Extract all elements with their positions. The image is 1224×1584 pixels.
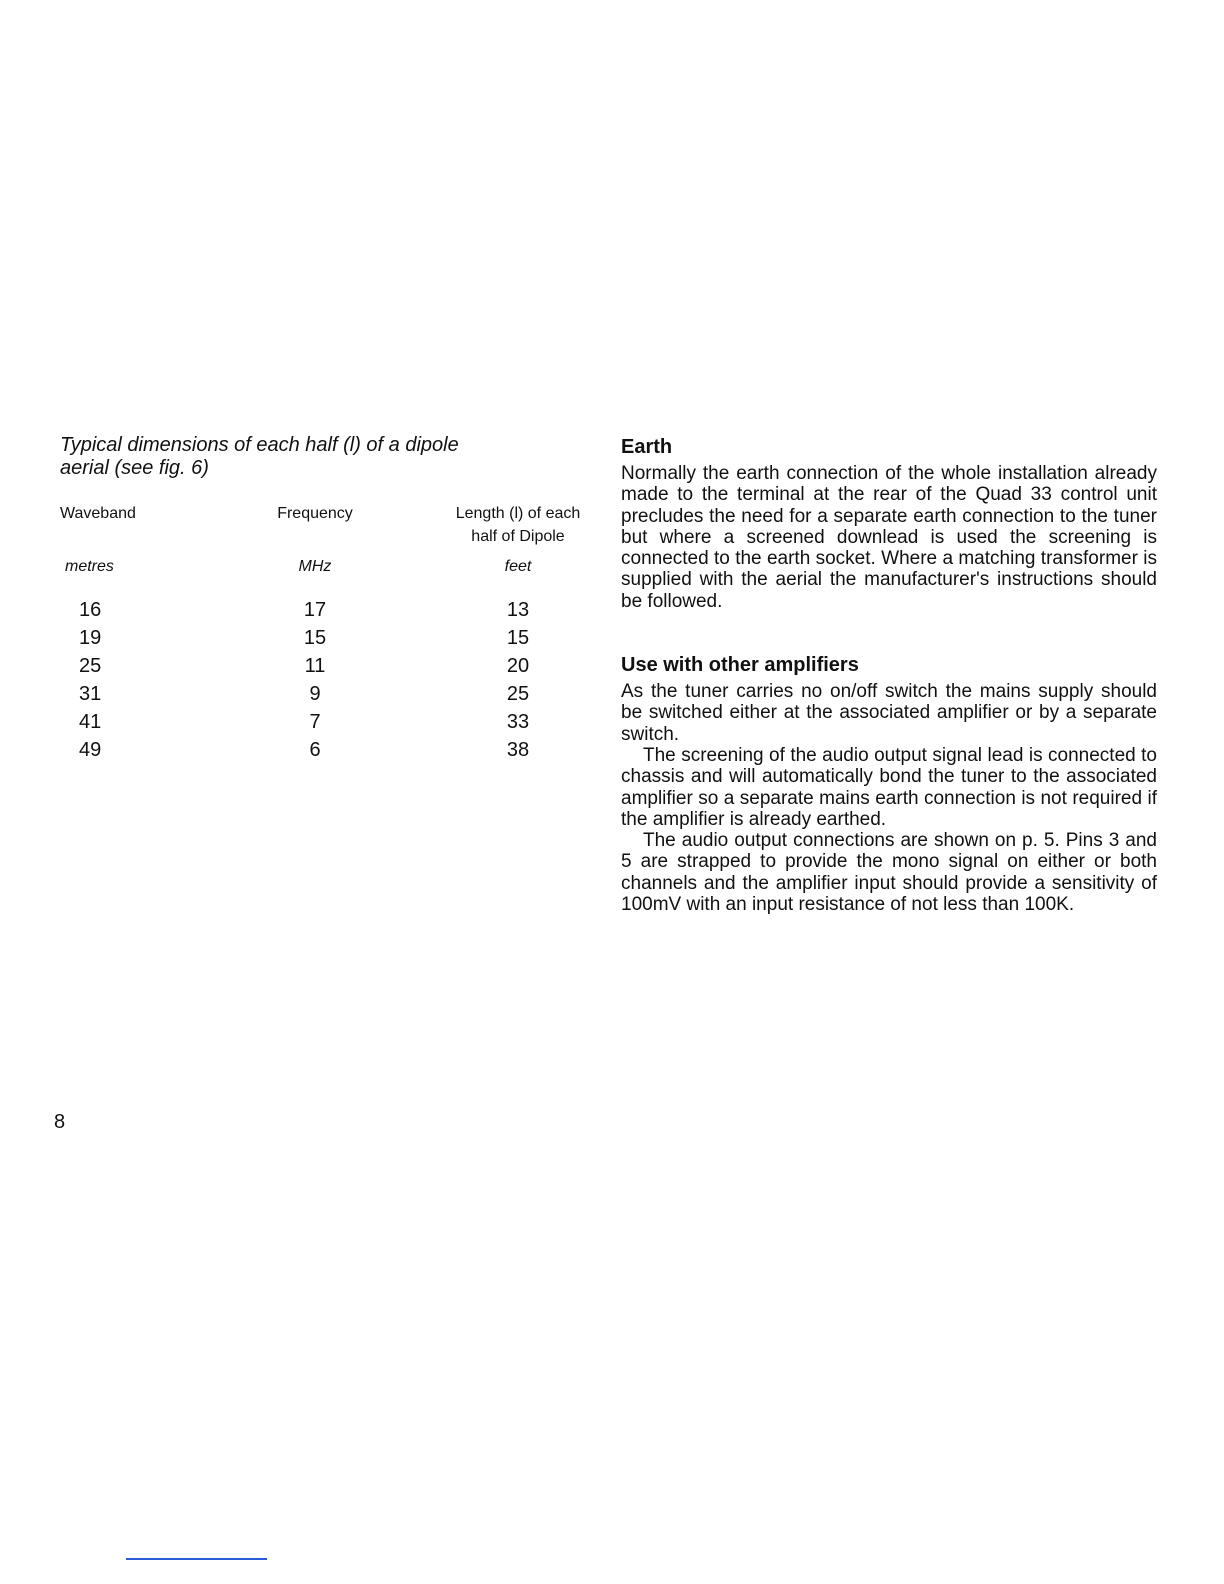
table-cell: 16 — [79, 599, 102, 621]
table-cell: 25 — [506, 683, 530, 705]
table-cell: 19 — [79, 627, 102, 649]
amplifiers-paragraph: The screening of the audio output signal lead is connected to chassis and will automatically bond the tuner to the associated amplifier so a separate mains earth connection is not required if the amplifier is already earthed. — [621, 744, 1157, 830]
table-cell: 11 — [304, 655, 326, 677]
column-header — [60, 502, 140, 548]
amplifiers-paragraph: As the tuner carries no on/off switch the mains supply should be switched either at the associated amplifier or by a separate switch. — [621, 681, 1157, 745]
right-column — [621, 434, 1157, 915]
column-header-line: Length (l) of each — [455, 505, 581, 522]
table-cell: 9 — [309, 683, 321, 705]
table-cell: 49 — [79, 739, 102, 761]
table-cell: 13 — [506, 599, 530, 621]
footer-rule — [126, 1558, 267, 1560]
column-header-line: half of Dipole — [471, 528, 565, 545]
column-unit: feet — [504, 558, 532, 575]
frequency-column — [255, 502, 375, 764]
earth-section — [621, 434, 1157, 612]
dipole-dimensions-table — [60, 502, 600, 772]
table-cell: 7 — [309, 711, 321, 733]
table-cell: 6 — [309, 739, 321, 761]
table-cell: 41 — [79, 711, 102, 733]
caption-line-1: Typical dimensions of each half (l) of a dipole — [60, 434, 459, 456]
column-header-line: Frequency — [277, 505, 353, 522]
table-cell: 31 — [79, 683, 102, 705]
table-cell: 15 — [506, 627, 530, 649]
length-column — [438, 502, 598, 764]
amplifiers-paragraph: The audio output connections are shown on p. 5. Pins 3 and 5 are strapped to provide the mono signal on either or both channels and the amplifier input should provide a sensitivity of 100mV with an input resistance of not less than 100K. — [621, 830, 1157, 916]
page-number: 8 — [54, 1111, 66, 1133]
caption-line-2: aerial (see fig. 6) — [60, 457, 209, 479]
table-cell: 38 — [506, 739, 530, 761]
earth-paragraph: Normally the earth connection of the whole installation already made to the terminal at the rear of the Quad 33 control unit precludes the need for a separate earth connection to the tuner but where a screened downlead is used the screening is connected to the earth socket. Where a matching transformer is supplied with the aerial the manufacturer's instructions should be followed. — [621, 463, 1157, 612]
column-unit: MHz — [298, 558, 332, 575]
table-caption — [60, 434, 580, 480]
section-heading: Use with other amplifiers — [621, 654, 859, 677]
table-cell: 15 — [303, 627, 327, 649]
amplifiers-section — [621, 652, 1157, 915]
waveband-column — [60, 502, 140, 764]
column-unit: metres — [65, 558, 114, 575]
table-cell: 33 — [506, 711, 530, 733]
column-header — [438, 502, 598, 548]
table-cell: 17 — [303, 599, 327, 621]
column-header-line: Waveband — [60, 505, 136, 522]
column-header — [255, 502, 375, 548]
section-heading: Earth — [621, 436, 673, 458]
table-cell: 20 — [506, 655, 530, 677]
table-cell: 25 — [79, 655, 102, 677]
